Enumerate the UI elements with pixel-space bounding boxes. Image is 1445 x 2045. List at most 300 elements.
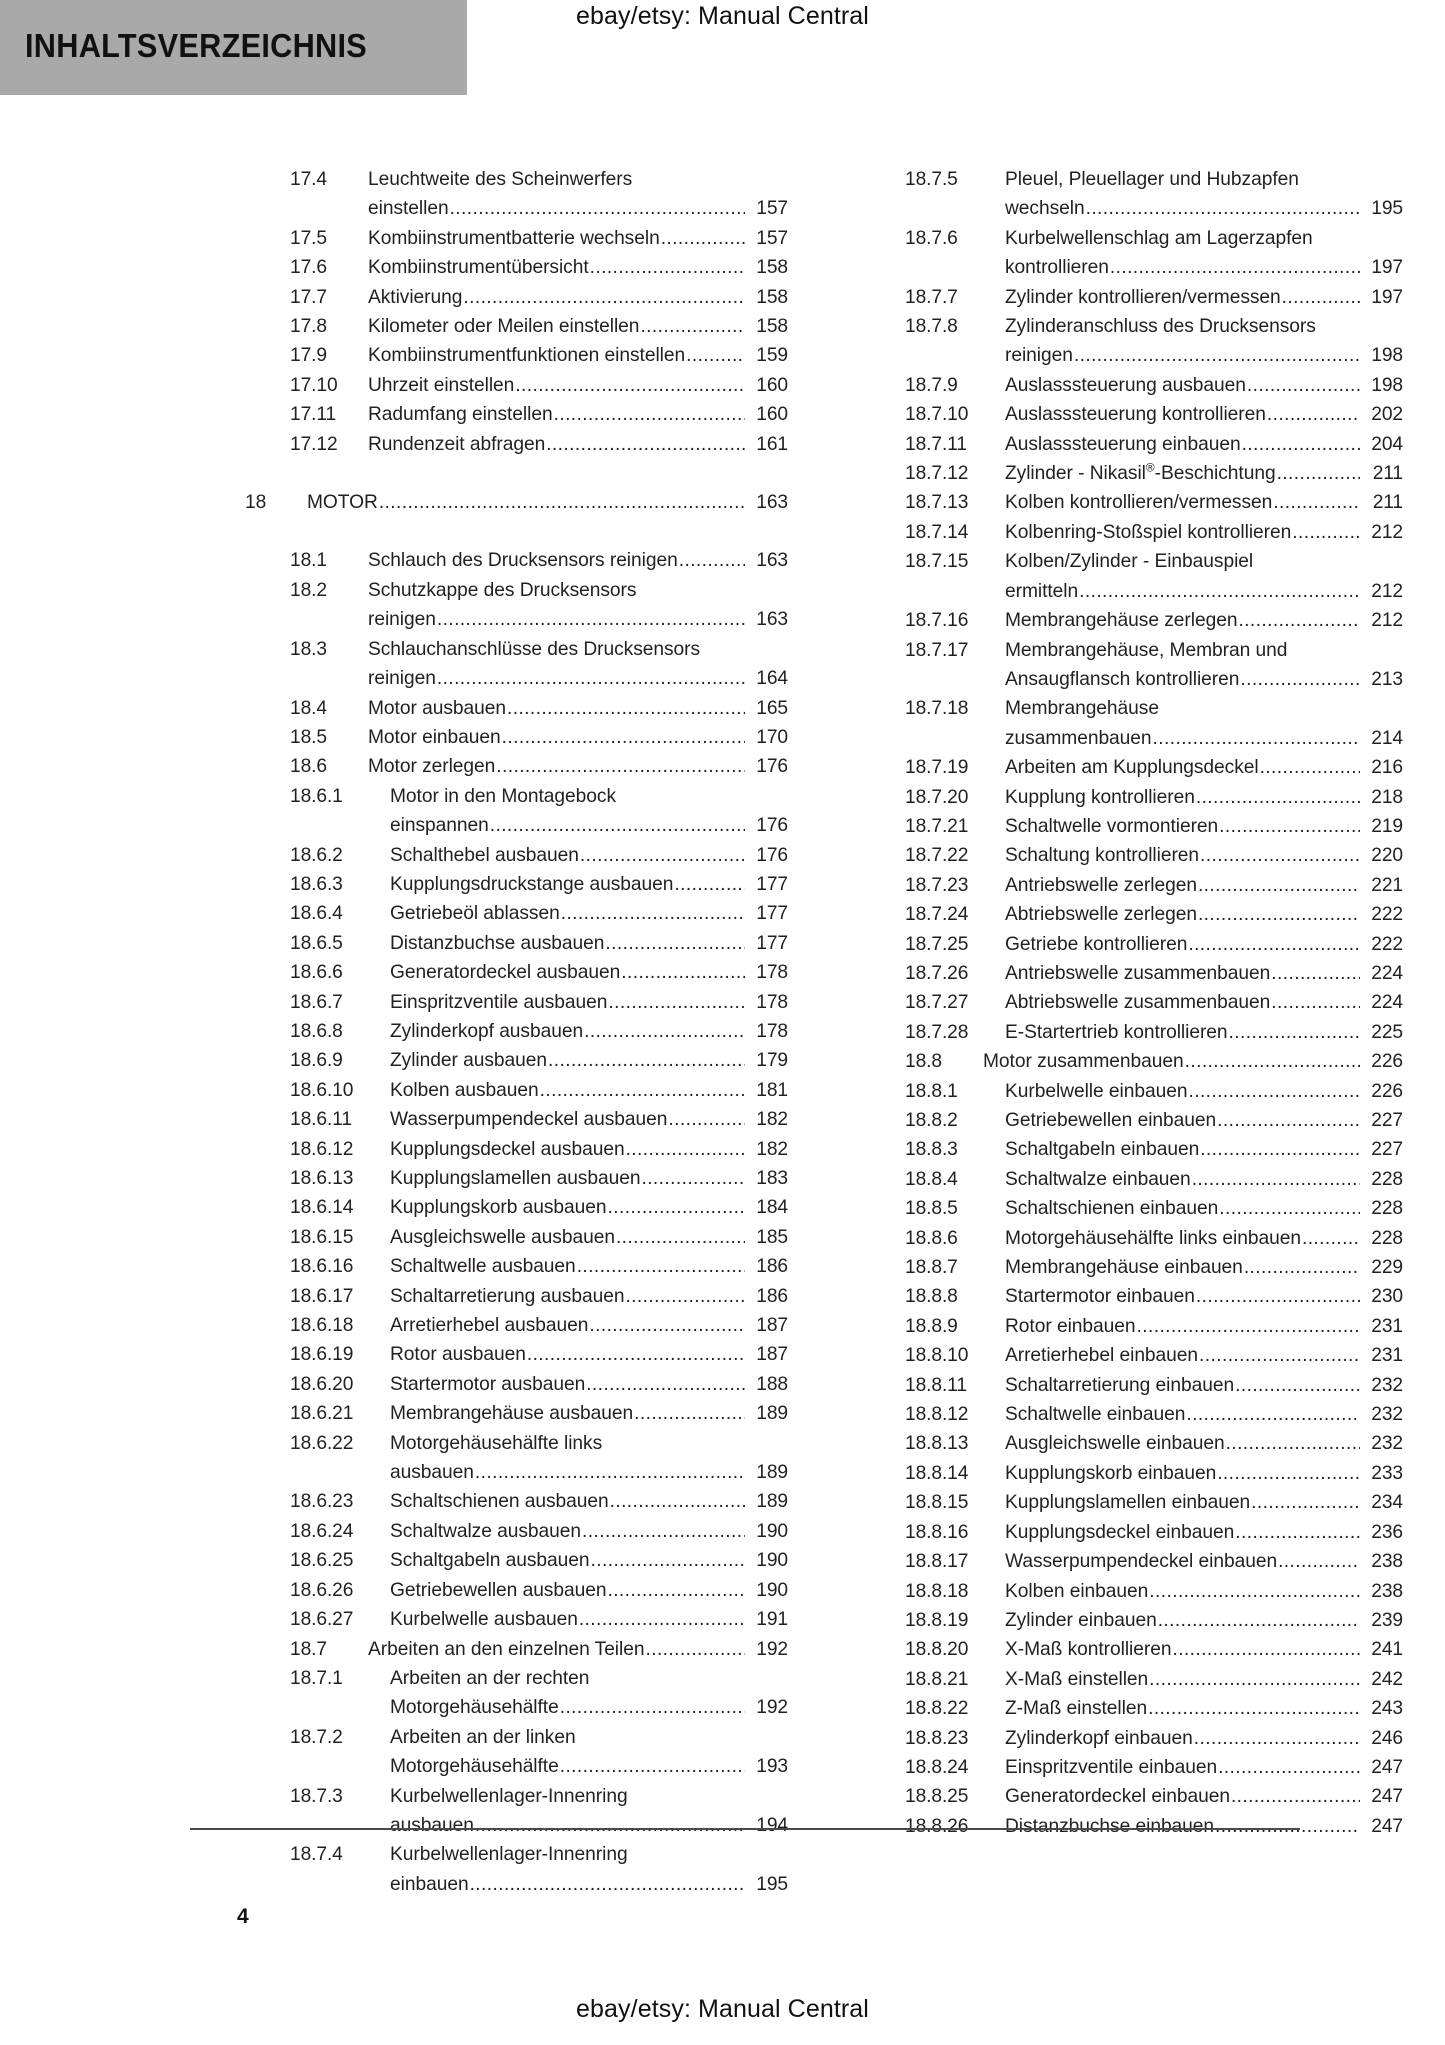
toc-entry-number: 18.7.9 [905, 374, 958, 396]
toc-entry[interactable] [228, 400, 788, 429]
toc-entry-title: Motorgehäusehälfte links [390, 1432, 603, 1454]
toc-entry[interactable] [228, 576, 788, 635]
toc-entry-body [390, 929, 788, 958]
toc-entry[interactable] [228, 1046, 788, 1075]
toc-entry-line [1005, 900, 1403, 929]
toc-leader-dots [561, 899, 745, 928]
toc-entry[interactable] [228, 1635, 788, 1664]
toc-entry-number: 18.8.5 [905, 1198, 958, 1220]
toc-entry-number: 18.6.15 [290, 1226, 354, 1248]
toc-entry-title: Membrangehäuse einbauen [1005, 1257, 1243, 1279]
toc-entry-page: 188 [756, 1373, 788, 1395]
toc-entry[interactable] [228, 1664, 788, 1723]
toc-entry-body [1005, 783, 1403, 812]
toc-entry-page: 182 [756, 1109, 788, 1131]
toc-entry-page: 198 [1371, 345, 1403, 367]
toc-entry-number: 18.8.19 [905, 1609, 969, 1631]
toc-leader-dots [607, 1576, 745, 1605]
toc-entry[interactable] [228, 1252, 788, 1281]
toc-entry-page: 187 [756, 1344, 788, 1366]
toc-entry-page: 230 [1371, 1286, 1403, 1308]
toc-entry-body [1005, 1753, 1403, 1782]
toc-leader-dots [679, 546, 745, 575]
toc-entry[interactable] [843, 871, 1403, 900]
toc-entry-number: 18.7.7 [905, 286, 958, 308]
toc-entry[interactable] [228, 723, 788, 752]
toc-entry-page: 179 [756, 1050, 788, 1072]
toc-entry-number: 18.7.16 [905, 610, 969, 632]
toc-leader-dots [1244, 1253, 1360, 1282]
toc-entry-title: Kolben kontrollieren/vermessen [1005, 492, 1273, 514]
toc-entry[interactable] [228, 430, 788, 459]
toc-entry[interactable] [228, 841, 788, 870]
toc-entry-body [1005, 1282, 1403, 1311]
toc-entry-body [1005, 694, 1403, 753]
toc-entry[interactable] [843, 1106, 1403, 1135]
toc-entry-line [390, 988, 788, 1017]
toc-entry[interactable] [843, 1047, 1403, 1076]
toc-entry-title: Generatordeckel einbauen [1005, 1786, 1230, 1808]
toc-entry-number: 18.6.8 [290, 1020, 343, 1042]
toc-entry-body [983, 1047, 1403, 1076]
toc-leader-dots [1149, 1665, 1360, 1694]
toc-leader-dots [548, 1046, 745, 1075]
toc-entry[interactable] [228, 1370, 788, 1399]
toc-entry-line [390, 1429, 788, 1458]
toc-entry[interactable] [843, 1812, 1403, 1841]
toc-entry[interactable] [228, 546, 788, 575]
toc-entry-number: 18.7.6 [905, 227, 958, 249]
toc-entry-line [390, 1076, 788, 1105]
toc-entry[interactable] [843, 1312, 1403, 1341]
toc-entry-title-continued: reinigen [368, 609, 436, 631]
toc-entry-body [390, 1076, 788, 1105]
toc-entry-body [390, 899, 788, 928]
toc-entry[interactable] [228, 988, 788, 1017]
toc-entry[interactable] [843, 1724, 1403, 1753]
toc-entry-title: Schaltwelle vormontieren [1005, 815, 1219, 837]
toc-entry-page: 195 [1371, 198, 1403, 220]
toc-entry-page: 228 [1371, 1198, 1403, 1220]
toc-entry-page: 186 [756, 1256, 788, 1278]
toc-entry-number: 18.6.27 [290, 1609, 354, 1631]
toc-entry-line [390, 1458, 788, 1487]
toc-entry-title: Zylinder kontrollieren/vermessen [1005, 286, 1281, 308]
toc-entry-page: 238 [1371, 1580, 1403, 1602]
toc-entry-line [1005, 1665, 1403, 1694]
toc-entry-number: 18.7.14 [905, 521, 969, 543]
toc-leader-dots [591, 1546, 745, 1575]
toc-entry-number: 18.7.17 [905, 639, 969, 661]
toc-leader-dots [1074, 341, 1360, 370]
toc-leader-dots [605, 929, 745, 958]
toc-entry[interactable] [228, 1517, 788, 1546]
toc-entry-title: Startermotor einbauen [1005, 1286, 1195, 1308]
toc-entry[interactable] [228, 1017, 788, 1046]
toc-entry[interactable] [228, 1399, 788, 1428]
toc-entry-number: 18.6 [290, 756, 327, 778]
toc-entry-page: 232 [1371, 1374, 1403, 1396]
toc-entry-page: 227 [1371, 1139, 1403, 1161]
toc-entry-title: Arretierhebel ausbauen [390, 1315, 589, 1337]
toc-entry-number: 18.8.18 [905, 1580, 969, 1602]
toc-entry[interactable] [228, 1135, 788, 1164]
toc-entry[interactable] [228, 224, 788, 253]
toc-leader-dots [668, 1105, 745, 1134]
toc-entry[interactable] [228, 1782, 788, 1841]
toc-entry-line [1005, 988, 1403, 1017]
toc-entry-title: Auslasssteuerung ausbauen [1005, 374, 1246, 396]
toc-entry[interactable] [843, 371, 1403, 400]
toc-entry-line [1005, 1518, 1403, 1547]
toc-entry[interactable] [843, 1077, 1403, 1106]
toc-entry-number: 18.6.21 [290, 1403, 354, 1425]
toc-leader-dots [1217, 1106, 1360, 1135]
toc-entry-title: Schaltgabeln einbauen [1005, 1139, 1200, 1161]
toc-entry[interactable] [843, 841, 1403, 870]
toc-entry-body [368, 371, 788, 400]
toc-entry[interactable] [843, 1577, 1403, 1606]
toc-entry[interactable] [228, 1223, 788, 1252]
toc-entry-number: 18.6.3 [290, 873, 343, 895]
toc-leader-dots [1200, 1135, 1360, 1164]
toc-leader-dots [686, 341, 745, 370]
toc-entry[interactable] [843, 1547, 1403, 1576]
toc-entry-title-continued: einstellen [368, 198, 449, 220]
toc-entry-line [368, 576, 788, 605]
toc-entry-number: 18.6.17 [290, 1285, 354, 1307]
toc-entry-number: 17.10 [290, 374, 338, 396]
toc-leader-dots [1194, 1724, 1360, 1753]
toc-body [0, 165, 1445, 1899]
toc-entry[interactable] [843, 1488, 1403, 1517]
toc-entry-title: Motor ausbauen [368, 697, 506, 719]
toc-entry-body [390, 1223, 788, 1252]
toc-leader-dots [496, 752, 745, 781]
toc-leader-dots [1149, 1577, 1360, 1606]
toc-entry-line [390, 1370, 788, 1399]
toc-leader-dots [1271, 988, 1360, 1017]
toc-entry-number: 18.7.25 [905, 933, 969, 955]
toc-entry-title: Getriebe kontrollieren [1005, 933, 1188, 955]
toc-entry[interactable] [843, 518, 1403, 547]
toc-entry-body [1005, 518, 1403, 547]
toc-entry-number: 18.7.21 [905, 815, 969, 837]
toc-entry[interactable] [228, 899, 788, 928]
toc-entry[interactable] [228, 752, 788, 781]
toc-entry-number: 18 [245, 492, 267, 514]
toc-entry-number: 18.6.18 [290, 1315, 354, 1337]
toc-leader-dots [515, 371, 745, 400]
toc-entry-line [1005, 959, 1403, 988]
toc-leader-dots [577, 1252, 745, 1281]
toc-entry-title: Uhrzeit einstellen [368, 374, 515, 396]
toc-entry-number: 18.1 [290, 550, 327, 572]
toc-entry-title: Arbeiten am Kupplungsdeckel [1005, 757, 1259, 779]
toc-entry-number: 18.8.24 [905, 1756, 969, 1778]
toc-entry[interactable] [228, 312, 788, 341]
toc-entry-title: Kombiinstrumentbatterie wechseln [368, 227, 660, 249]
toc-entry-title: Kupplungslamellen ausbauen [390, 1168, 641, 1189]
toc-entry-page: 224 [1371, 992, 1403, 1014]
toc-entry[interactable] [843, 283, 1403, 312]
toc-entry-page: 211 [1372, 492, 1403, 514]
toc-entry-line [1005, 1400, 1403, 1429]
toc-leader-dots [1226, 1429, 1360, 1458]
toc-entry[interactable] [228, 870, 788, 899]
toc-entry-line [1005, 1488, 1403, 1517]
toc-entry-number: 18.7.1 [290, 1667, 343, 1689]
toc-entry-line [368, 341, 788, 370]
toc-entry-number: 18.8.1 [905, 1080, 958, 1102]
toc-entry[interactable] [228, 1076, 788, 1105]
toc-entry-number: 18.5 [290, 726, 327, 748]
toc-entry-number: 18.7.10 [905, 404, 969, 426]
toc-entry-body [1005, 1253, 1403, 1282]
toc-entry-title: Membrangehäuse [1005, 698, 1159, 720]
toc-leader-dots [546, 430, 745, 459]
toc-entry-body [1005, 1459, 1403, 1488]
toc-leader-dots [1217, 1459, 1360, 1488]
toc-entry[interactable] [843, 1694, 1403, 1723]
toc-entry[interactable] [843, 488, 1403, 517]
toc-entry[interactable] [843, 312, 1403, 371]
toc-entry[interactable] [228, 1282, 788, 1311]
toc-entry-number: 18.6.2 [290, 844, 343, 866]
toc-entry[interactable] [843, 1194, 1403, 1223]
toc-entry[interactable] [843, 1400, 1403, 1429]
toc-entry-body [1005, 606, 1403, 635]
toc-entry-line [1005, 1253, 1403, 1282]
toc-entry-number: 18.6.19 [290, 1344, 354, 1366]
toc-entry[interactable] [843, 930, 1403, 959]
toc-entry[interactable] [228, 782, 788, 841]
toc-entry[interactable] [228, 1429, 788, 1488]
toc-entry-number: 18.8.21 [905, 1668, 969, 1690]
toc-entry[interactable] [228, 1105, 788, 1134]
toc-entry[interactable] [843, 1459, 1403, 1488]
toc-column-left [228, 165, 788, 1899]
toc-entry-body [1005, 1782, 1403, 1811]
toc-entry[interactable] [228, 341, 788, 370]
toc-entry[interactable] [843, 1135, 1403, 1164]
toc-entry-page: 212 [1371, 580, 1403, 602]
toc-entry[interactable] [843, 606, 1403, 635]
toc-leader-dots [580, 841, 745, 870]
toc-entry-body [368, 576, 788, 635]
toc-entry-line [390, 1664, 788, 1693]
toc-entry[interactable] [228, 1576, 788, 1605]
toc-entry-line [1005, 753, 1403, 782]
toc-entry[interactable] [228, 1546, 788, 1575]
toc-entry[interactable] [843, 1371, 1403, 1400]
watermark-top: ebay/etsy: Manual Central [576, 2, 869, 30]
toc-entry-line [368, 752, 788, 781]
toc-entry[interactable] [843, 1753, 1403, 1782]
toc-entry-title: Einspritzventile ausbauen [390, 991, 608, 1013]
toc-entry[interactable] [843, 1224, 1403, 1253]
toc-entry[interactable] [843, 547, 1403, 606]
toc-entry-page: 189 [756, 1403, 788, 1425]
toc-entry-body [1005, 1194, 1403, 1223]
toc-entry[interactable] [228, 1340, 788, 1369]
toc-entry-body [368, 723, 788, 752]
toc-entry-number: 18.8.26 [905, 1815, 969, 1837]
toc-entry-body [390, 1017, 788, 1046]
toc-entry-number: 18.6.9 [290, 1050, 343, 1072]
toc-entry[interactable] [843, 1429, 1403, 1458]
toc-entry[interactable] [228, 1164, 788, 1193]
toc-entry-line [368, 253, 788, 282]
toc-entry[interactable] [843, 459, 1403, 488]
toc-entry-line [390, 1546, 788, 1575]
toc-leader-dots [589, 1311, 745, 1340]
toc-entry[interactable] [843, 694, 1403, 753]
toc-leader-dots [1218, 1753, 1360, 1782]
toc-entry-page: 186 [756, 1285, 788, 1307]
toc-leader-dots [1188, 930, 1360, 959]
toc-entry[interactable] [843, 988, 1403, 1017]
toc-entry[interactable] [228, 958, 788, 987]
toc-entry[interactable] [228, 488, 788, 517]
toc-entry[interactable] [228, 371, 788, 400]
toc-entry[interactable] [228, 635, 788, 694]
toc-entry-line [1005, 224, 1403, 253]
toc-entry[interactable] [843, 753, 1403, 782]
toc-entry-page: 246 [1371, 1727, 1403, 1749]
toc-entry[interactable] [843, 1606, 1403, 1635]
toc-entry-body [1005, 1488, 1403, 1517]
toc-entry[interactable] [843, 636, 1403, 695]
toc-leader-dots [463, 283, 745, 312]
toc-entry-page: 216 [1371, 757, 1403, 779]
toc-entry[interactable] [228, 1605, 788, 1634]
toc-entry[interactable] [843, 430, 1403, 459]
toc-entry[interactable] [228, 165, 788, 224]
toc-entry-number: 18.8.22 [905, 1698, 969, 1720]
toc-entry-number: 18.6.1 [290, 785, 343, 807]
toc-entry-number: 17.7 [290, 286, 327, 308]
toc-entry-page: 165 [756, 697, 788, 719]
toc-entry-body [1005, 959, 1403, 988]
toc-entry-number: 18.8.10 [905, 1345, 969, 1367]
toc-entry-title: Zylinder - Nikasil®-Beschichtung [1005, 460, 1276, 485]
toc-entry[interactable] [228, 253, 788, 282]
toc-entry-number: 17.4 [290, 169, 327, 190]
toc-entry[interactable] [228, 1723, 788, 1782]
toc-entry-number: 18.2 [290, 579, 327, 601]
toc-entry-line [390, 1811, 788, 1840]
toc-entry-number: 17.12 [290, 433, 338, 455]
toc-entry-body [390, 1576, 788, 1605]
toc-entry-number: 18.7.4 [290, 1844, 343, 1866]
toc-entry[interactable] [843, 1165, 1403, 1194]
toc-entry[interactable] [843, 165, 1403, 224]
toc-entry[interactable] [843, 812, 1403, 841]
toc-leader-dots [502, 723, 745, 752]
toc-entry-number: 18.8.25 [905, 1786, 969, 1808]
toc-leader-dots [1302, 1224, 1360, 1253]
toc-entry[interactable] [843, 400, 1403, 429]
toc-entry[interactable] [228, 694, 788, 723]
toc-entry-line [390, 1840, 788, 1869]
toc-entry-page: 190 [756, 1550, 788, 1572]
toc-entry[interactable] [843, 900, 1403, 929]
toc-entry-title: Abtriebswelle zusammenbauen [1005, 992, 1271, 1014]
toc-entry-line [307, 488, 788, 517]
toc-entry[interactable] [228, 1487, 788, 1516]
toc-entry-line [1005, 841, 1403, 870]
toc-leader-dots [608, 1193, 745, 1222]
toc-entry-body [307, 488, 788, 517]
toc-entry-line [1005, 1753, 1403, 1782]
toc-entry-line [368, 694, 788, 723]
toc-entry[interactable] [228, 1193, 788, 1222]
toc-entry-line [390, 1017, 788, 1046]
toc-entry-number: 18.7.20 [905, 786, 969, 808]
toc-entry-line [390, 1723, 788, 1752]
toc-entry-body [1005, 1665, 1403, 1694]
toc-entry-page: 163 [756, 609, 788, 631]
toc-entry-title: Zylinder einbauen [1005, 1609, 1157, 1631]
toc-leader-dots [1158, 1606, 1360, 1635]
toc-entry[interactable] [228, 929, 788, 958]
toc-entry-number: 18.8.16 [905, 1521, 969, 1543]
toc-entry-page: 157 [756, 227, 788, 249]
toc-entry[interactable] [228, 1311, 788, 1340]
toc-entry-title: Kupplung kontrollieren [1005, 786, 1195, 808]
toc-entry-title: Schaltwalze einbauen [1005, 1168, 1191, 1190]
toc-leader-dots [616, 1223, 745, 1252]
toc-entry-number: 18.7.11 [905, 433, 967, 455]
toc-leader-dots [1278, 1547, 1360, 1576]
toc-entry[interactable] [843, 224, 1403, 283]
toc-entry[interactable] [843, 1635, 1403, 1664]
toc-entry-number: 18.7.22 [905, 845, 969, 867]
toc-entry-line [390, 958, 788, 987]
toc-leader-dots [584, 1017, 745, 1046]
toc-leader-dots [450, 194, 745, 223]
toc-entry-body [390, 1193, 788, 1222]
toc-entry[interactable] [843, 1018, 1403, 1047]
toc-entry-body [1005, 312, 1403, 371]
toc-entry-page: 157 [756, 198, 788, 220]
toc-entry[interactable] [843, 1518, 1403, 1547]
toc-entry-page: 247 [1371, 1756, 1403, 1778]
toc-entry[interactable] [843, 1341, 1403, 1370]
toc-entry[interactable] [843, 1282, 1403, 1311]
toc-entry[interactable] [228, 283, 788, 312]
toc-entry-page: 231 [1371, 1345, 1403, 1367]
toc-entry-title: Schaltung kontrollieren [1005, 845, 1200, 867]
toc-entry[interactable] [843, 959, 1403, 988]
toc-entry-page: 192 [756, 1638, 788, 1660]
toc-entry-line [1005, 606, 1403, 635]
toc-entry[interactable] [843, 783, 1403, 812]
toc-entry[interactable] [843, 1665, 1403, 1694]
toc-entry-body [1005, 224, 1403, 283]
toc-entry-page: 222 [1371, 933, 1403, 955]
toc-entry-page: 232 [1371, 1404, 1403, 1426]
toc-entry-page: 178 [756, 991, 788, 1013]
toc-entry[interactable] [843, 1253, 1403, 1282]
toc-entry[interactable] [228, 1840, 788, 1899]
toc-entry[interactable] [843, 1782, 1403, 1811]
toc-entry-line [1005, 1812, 1403, 1841]
toc-entry-title: Ausgleichswelle einbauen [1005, 1433, 1225, 1455]
toc-entry-body [1005, 1577, 1403, 1606]
toc-entry-line [1005, 1635, 1403, 1664]
